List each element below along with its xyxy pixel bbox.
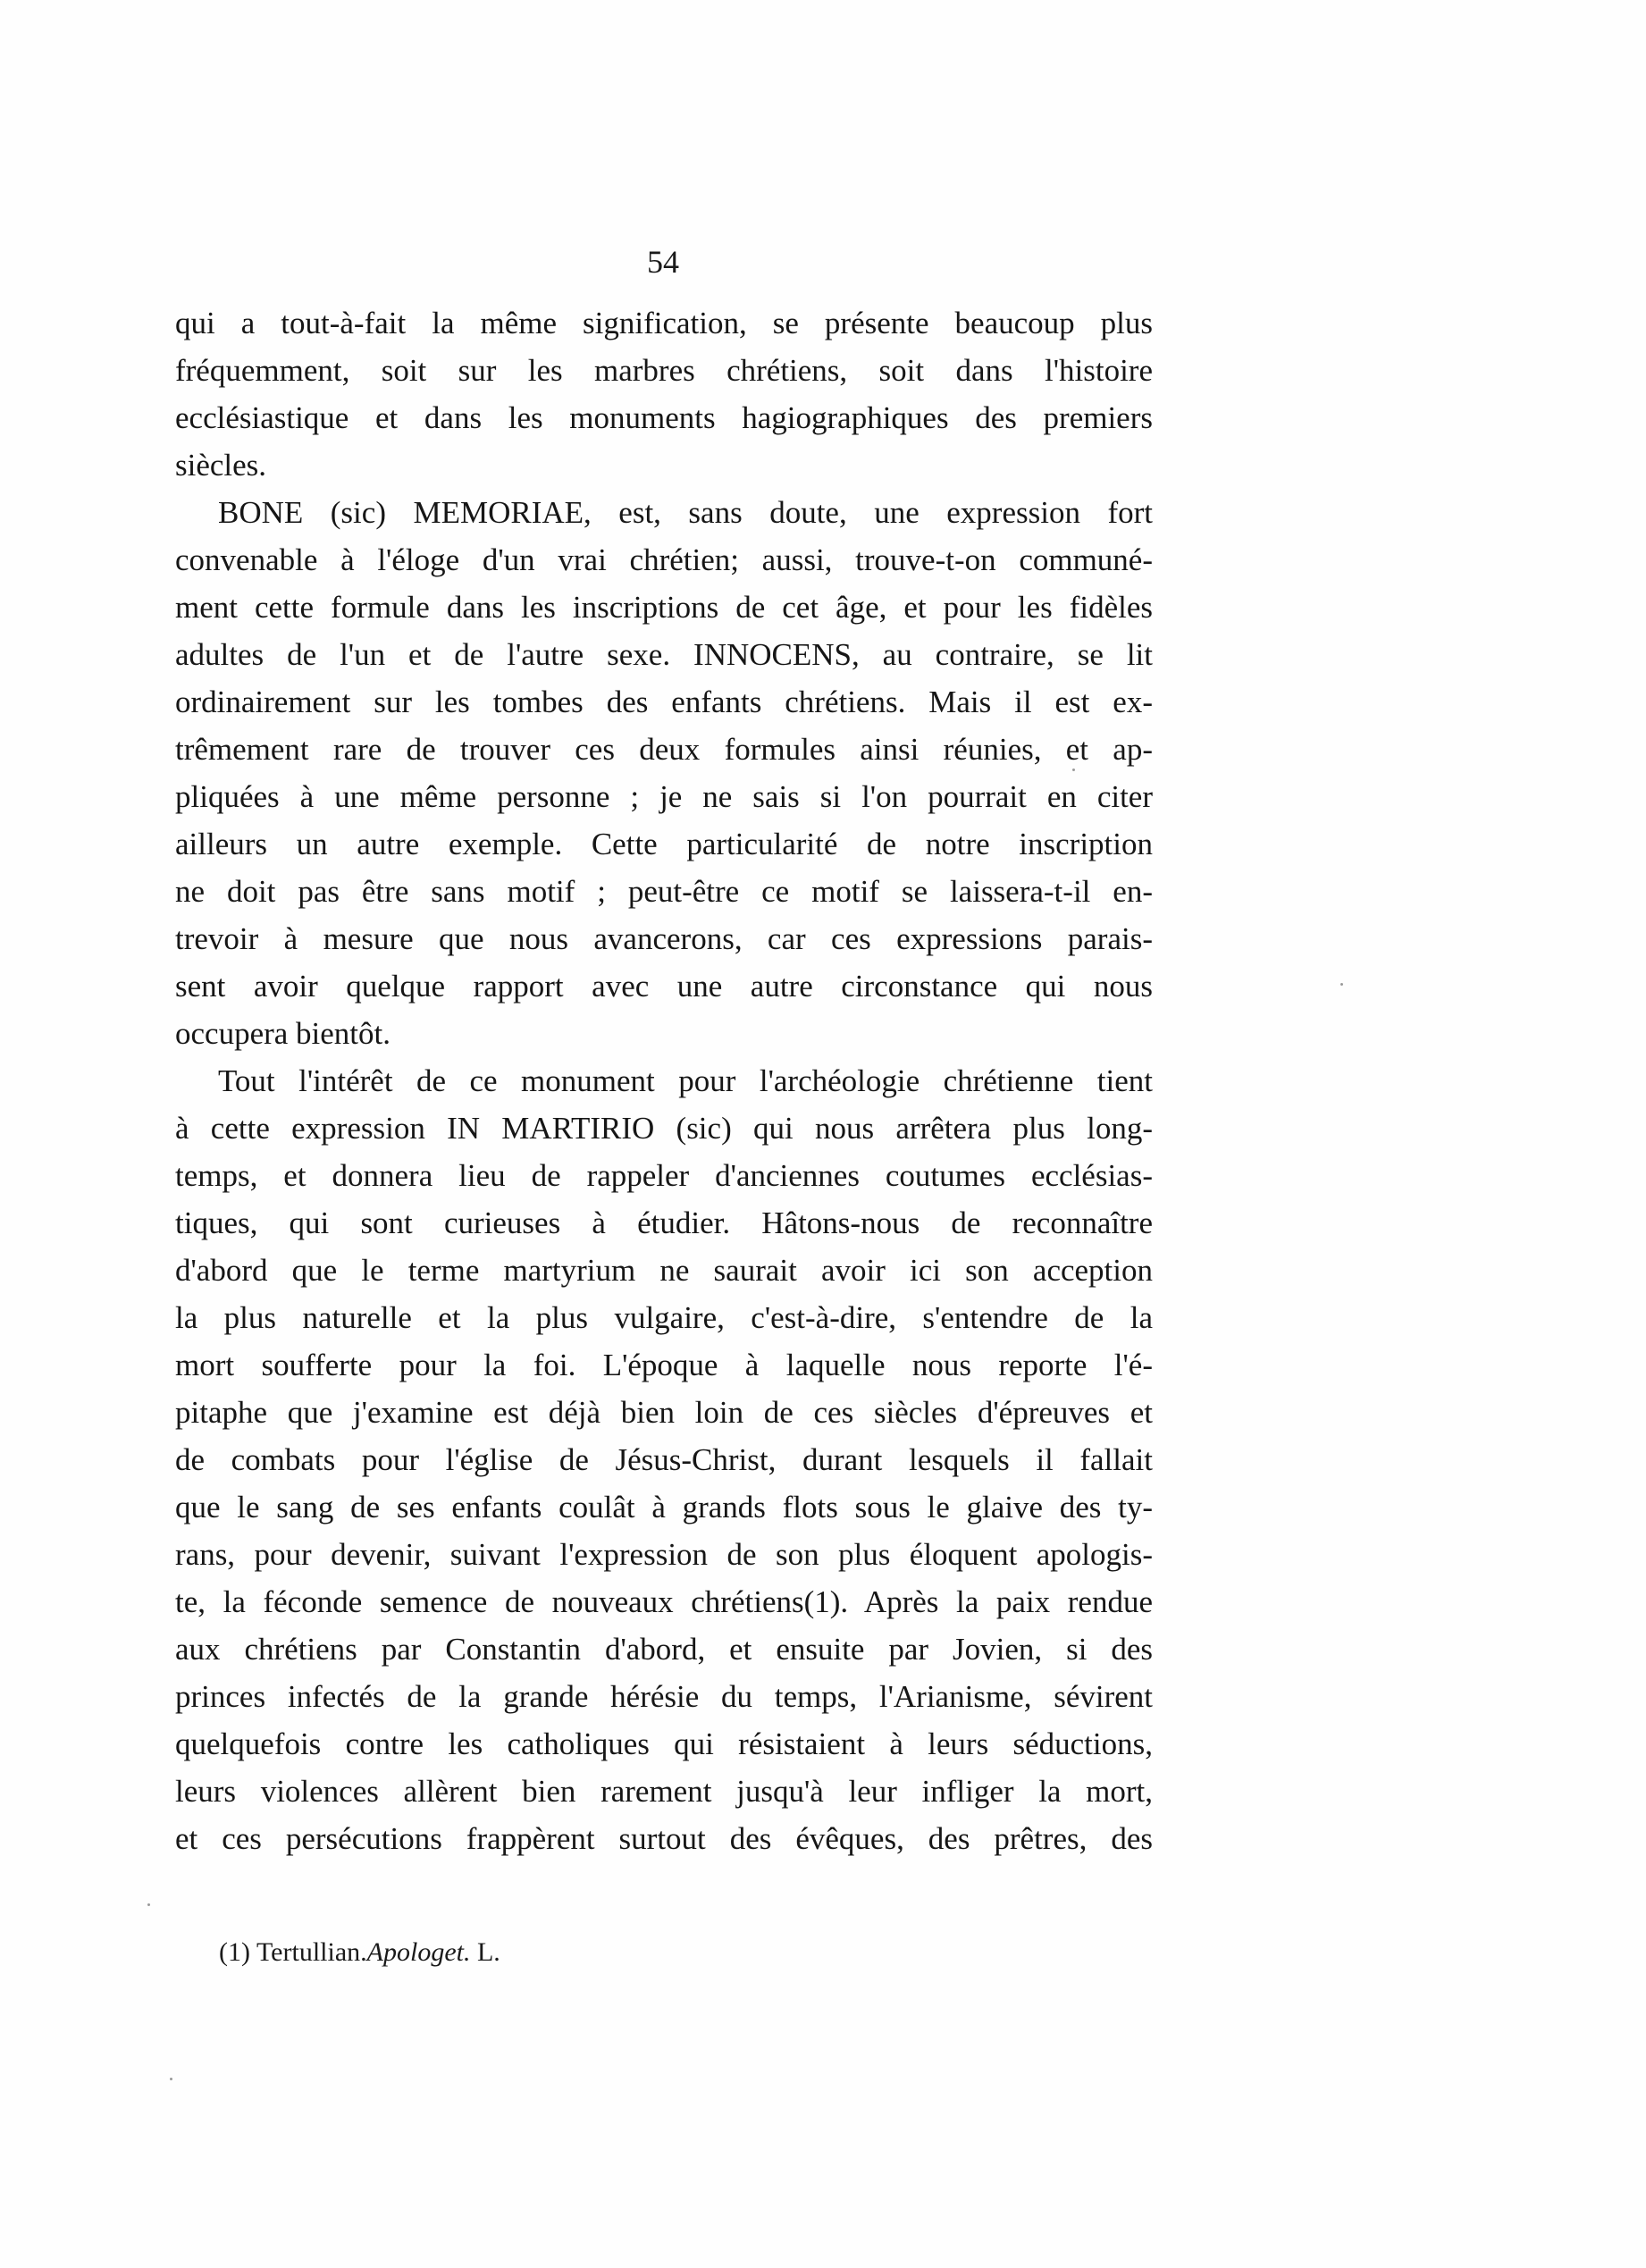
footnote [219,1937,500,1968]
text-line: quelquefois contre les catholiques qui résistaient à leurs séductions, [175,1726,1153,1761]
text-line: mort soufferte pour la foi. L'époque à laquelle nous reporte l'é- [175,1348,1153,1382]
scan-speck [170,2078,172,2080]
text-line: et ces persécutions frappèrent surtout des évêques, des prêtres, des [175,1821,1153,1856]
text-line: la plus naturelle et la plus vulgaire, c'est-à-dire, s'entendre de la [175,1300,1153,1335]
text-line: rans, pour devenir, suivant l'expression de son plus éloquent apologis- [175,1537,1153,1572]
text-line: pliquées à une même personne ; je ne sais si l'on pourrait en citer [175,779,1153,814]
text-line: ordinairement sur les tombes des enfants chrétiens. Mais il est ex- [175,685,1153,719]
text-line: leurs violences allèrent bien rarement jusqu'à leur infliger la mort, [175,1774,1153,1809]
text-line: de combats pour l'église de Jésus-Christ, durant lesquels il fallait [175,1442,1153,1477]
scan-speck [1072,769,1075,771]
text-line: tiques, qui sont curieuses à étudier. Hâtons-nous de reconnaître [175,1205,1153,1240]
footnote-marker: (1) [219,1937,250,1967]
footnote-work: Apologet. [366,1937,471,1967]
text-line: trêmement rare de trouver ces deux formules ainsi réunies, et ap- [175,732,1153,767]
text-line: trevoir à mesure que nous avancerons, car ces expressions parais- [175,921,1153,956]
footnote-author: Tertullian. [256,1937,367,1967]
text-line: que le sang de ses enfants coulât à grands flots sous le glaive des ty- [175,1490,1153,1525]
text-line: fréquemment, soit sur les marbres chrétiens, soit dans l'histoire [175,353,1153,388]
text-line: Tout l'intérêt de ce monument pour l'archéologie chrétienne tient [218,1063,1153,1098]
text-line: ment cette formule dans les inscriptions de cet âge, et pour les fidèles [175,590,1153,625]
scan-speck [1340,983,1343,986]
text-line: ailleurs un autre exemple. Cette particularité de notre inscription [175,827,1153,861]
text-line: adultes de l'un et de l'autre sexe. INNOCENS, au contraire, se lit [175,637,1153,672]
text-line: ne doit pas être sans motif ; peut-être ce motif se laissera-t-il en- [175,874,1153,909]
scan-speck [147,1903,150,1906]
text-line: à cette expression IN MARTIRIO (sic) qui nous arrêtera plus long- [175,1111,1153,1146]
text-line: d'abord que le terme martyrium ne saurait avoir ici son acception [175,1253,1153,1288]
text-line: princes infectés de la grande hérésie du temps, l'Arianisme, sévirent [175,1679,1153,1714]
text-line: aux chrétiens par Constantin d'abord, et ensuite par Jovien, si des [175,1632,1153,1667]
text-line: te, la féconde semence de nouveaux chrétiens(1). Après la paix rendue [175,1584,1153,1619]
text-line: sent avoir quelque rapport avec une autre circonstance qui nous [175,969,1153,1004]
text-line: occupera bientôt. [175,1016,391,1051]
text-line: siècles. [175,448,267,483]
footnote-ref: L. [476,1937,500,1967]
text-line: qui a tout-à-fait la même signification, se présente beaucoup plus [175,306,1153,340]
text-line: BONE (sic) MEMORIAE, est, sans doute, une expression fort [218,495,1153,530]
body-text [175,299,1153,1862]
text-line: temps, et donnera lieu de rappeler d'anciennes coutumes ecclésias- [175,1158,1153,1193]
text-line: ecclésiastique et dans les monuments hagiographiques des premiers [175,400,1153,435]
text-line: convenable à l'éloge d'un vrai chrétien; aussi, trouve-t-on communé- [175,542,1153,577]
text-line: pitaphe que j'examine est déjà bien loin de ces siècles d'épreuves et [175,1395,1153,1430]
page-number: 54 [647,244,679,280]
